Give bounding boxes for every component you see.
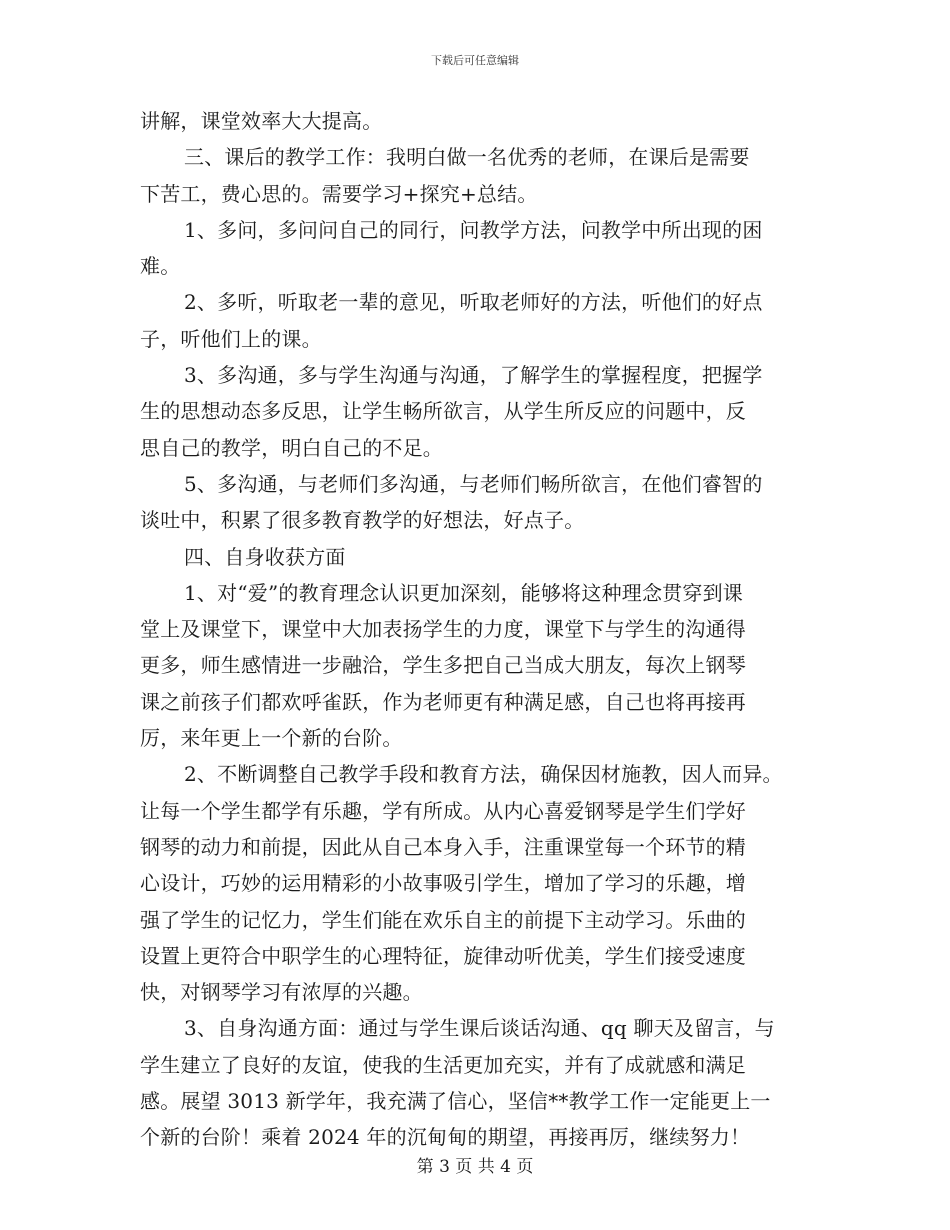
section-heading-3: 三、课后的教学工作：我明白做一名优秀的老师，在课后是需要 bbox=[184, 145, 750, 170]
list-item-1: 1、对“爱”的教育理念认识更加深刻，能够将这种理念贯穿到课 bbox=[184, 580, 743, 605]
text-line: 思自己的教学，明白自己的不足。 bbox=[140, 435, 443, 460]
list-item-3: 3、多沟通，多与学生沟通与沟通，了解学生的掌握程度，把握学 bbox=[184, 363, 763, 388]
list-item-2: 2、多听，听取老一辈的意见，听取老师好的方法，听他们的好点 bbox=[184, 290, 763, 315]
list-item-1: 1、多问，多问问自己的同行，问教学方法，问教学中所出现的困 bbox=[184, 217, 763, 242]
text-line: 生的思想动态多反思，让学生畅所欲言，从学生所反应的问题中，反 bbox=[140, 399, 746, 424]
list-item-5: 5、多沟通，与老师们多沟通，与老师们畅所欲言，在他们睿智的 bbox=[184, 471, 763, 496]
text-line: 讲解，课堂效率大大提高。 bbox=[140, 109, 383, 133]
text-line: 个新的台阶！乘着 2024 年的沉甸甸的期望，再接再厉，继续努力！ bbox=[140, 1125, 751, 1150]
text-line: 课之前孩子们都欢呼雀跃，作为老师更有种满足感，自己也将再接再 bbox=[140, 689, 746, 714]
text-line: 更多，师生感情进一步融洽，学生多把自己当成大朋友，每次上钢琴 bbox=[140, 653, 746, 678]
text-line: 堂上及课堂下，课堂中大加表扬学生的力度，课堂下与学生的沟通得 bbox=[140, 617, 746, 642]
text-line: 学生建立了良好的友谊，使我的生活更加充实，并有了成就感和满足 bbox=[140, 1052, 746, 1077]
text-line: 心设计，巧妙的运用精彩的小故事吸引学生，增加了学习的乐趣，增 bbox=[140, 871, 746, 896]
page-number-footer: 第 3 页 共 4 页 bbox=[416, 1157, 534, 1177]
list-item-3: 3、自身沟通方面：通过与学生课后谈话沟通、qq 聊天及留言，与 bbox=[184, 1016, 775, 1041]
text-line: 强了学生的记忆力，学生们能在欢乐自主的前提下主动学习。乐曲的 bbox=[140, 907, 746, 932]
text-line: 快，对钢琴学习有浓厚的兴趣。 bbox=[140, 980, 423, 1005]
text-line: 感。展望 3013 新学年，我充满了信心，坚信**教学工作一定能更上一 bbox=[140, 1089, 771, 1114]
text-line: 厉，来年更上一个新的台阶。 bbox=[140, 726, 403, 751]
text-line: 谈吐中，积累了很多教育教学的好想法，好点子。 bbox=[140, 508, 585, 533]
text-line: 钢琴的动力和前提，因此从自己本身入手，注重课堂每一个环节的精 bbox=[140, 834, 746, 859]
section-heading-4: 四、自身收获方面 bbox=[184, 544, 346, 569]
page-header: 下载后可任意编辑 bbox=[431, 54, 519, 67]
text-line: 子，听他们上的课。 bbox=[140, 326, 322, 351]
text-line: 难。 bbox=[140, 254, 181, 279]
document-body bbox=[140, 103, 824, 1156]
text-line: 下苦工，费心思的。需要学习+探究+总结。 bbox=[140, 181, 538, 206]
text-line: 设置上更符合中职学生的心理特征，旋律动听优美，学生们接受速度 bbox=[140, 943, 746, 968]
text-line: 让每一个学生都学有乐趣，学有所成。从内心喜爱钢琴是学生们学好 bbox=[140, 798, 746, 823]
list-item-2: 2、不断调整自己教学手段和教育方法，确保因材施教，因人而异。 bbox=[184, 762, 783, 787]
